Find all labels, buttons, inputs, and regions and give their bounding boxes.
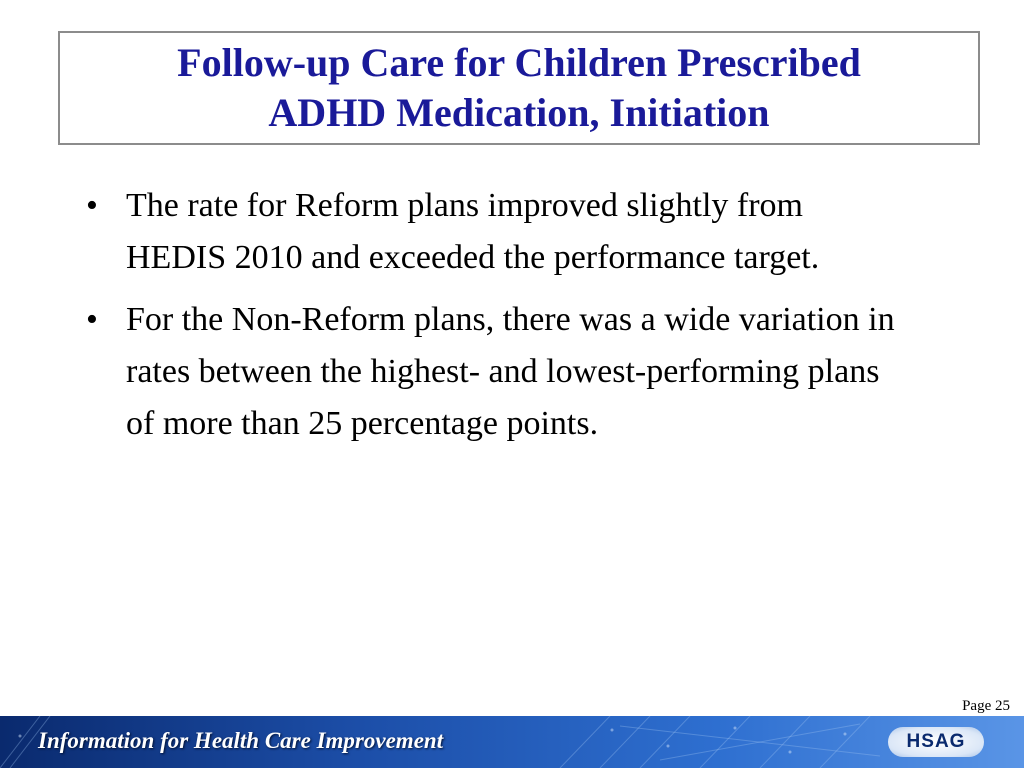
bullet-text: The rate for Reform plans improved slightly from HEDIS 2010 and exceeded the performance target.	[126, 187, 820, 276]
hsag-logo	[888, 727, 984, 757]
bullet-icon: •	[86, 301, 98, 338]
bullet-text: For the Non-Reform plans, there was a wide variation in rates between the highest- and lowest-performing plans of more than 25 percentage points.	[126, 301, 895, 442]
footer-banner	[0, 716, 1024, 768]
bullet-list	[84, 180, 904, 460]
hsag-logo-text: HSAG	[906, 731, 966, 752]
bullet-icon: •	[86, 187, 98, 224]
slide-title-line-2: ADHD Medication, Initiation	[268, 90, 770, 135]
title-box	[58, 31, 980, 145]
slide-title-line-1: Follow-up Care for Children Prescribed	[177, 40, 861, 85]
bullet-item	[84, 294, 904, 450]
footer-tagline: Information for Health Care Improvement	[38, 728, 444, 753]
slide-title	[177, 38, 861, 138]
page-number: Page 25	[962, 698, 1010, 714]
bullet-item	[84, 180, 904, 284]
